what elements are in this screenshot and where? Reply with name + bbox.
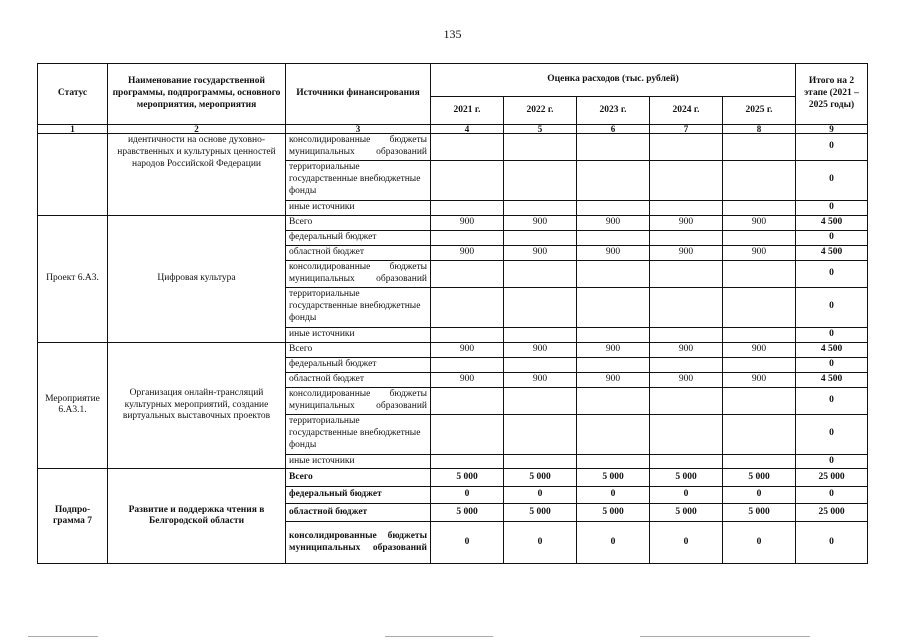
value-cell — [431, 387, 504, 414]
value-cell: 900 — [723, 342, 796, 357]
value-cell: 5 000 — [577, 469, 650, 487]
value-cell — [723, 327, 796, 342]
value-cell — [723, 287, 796, 327]
total-cell: 0 — [796, 522, 868, 564]
column-number: 9 — [796, 125, 868, 134]
value-cell: 5 000 — [577, 504, 650, 522]
value-cell — [650, 260, 723, 287]
value-cell — [577, 387, 650, 414]
source-cell: Всего — [286, 342, 431, 357]
table-body — [38, 134, 868, 564]
value-cell: 900 — [504, 342, 577, 357]
header-status: Статус — [38, 64, 108, 125]
value-cell: 900 — [504, 215, 577, 230]
name-cell: Развитие и поддержка чтения в Белгородской области — [108, 469, 286, 564]
header-year: 2024 г. — [650, 97, 723, 125]
total-cell: 0 — [796, 387, 868, 414]
source-cell: областной бюджет — [286, 504, 431, 522]
value-cell: 900 — [504, 372, 577, 387]
value-cell — [650, 134, 723, 161]
header-year: 2025 г. — [723, 97, 796, 125]
value-cell: 5 000 — [431, 504, 504, 522]
source-cell: федеральный бюджет — [286, 487, 431, 504]
total-cell: 4 500 — [796, 342, 868, 357]
total-cell: 0 — [796, 454, 868, 469]
source-cell: иные источники — [286, 327, 431, 342]
value-cell: 0 — [650, 522, 723, 564]
value-cell — [650, 387, 723, 414]
budget-table — [37, 63, 868, 564]
value-cell — [431, 414, 504, 454]
value-cell: 900 — [577, 372, 650, 387]
value-cell — [723, 200, 796, 215]
total-cell: 25 000 — [796, 469, 868, 487]
column-number: 5 — [504, 125, 577, 134]
column-number: 8 — [723, 125, 796, 134]
source-cell: федеральный бюджет — [286, 357, 431, 372]
value-cell — [577, 200, 650, 215]
value-cell — [723, 134, 796, 161]
value-cell: 900 — [577, 215, 650, 230]
total-cell: 0 — [796, 287, 868, 327]
value-cell — [504, 200, 577, 215]
footer-rule — [28, 636, 98, 637]
footer-rule — [385, 636, 493, 637]
name-cell: идентичности на основе духовно-нравственных и культурных ценностей народов Российской Федерации — [108, 134, 286, 216]
value-cell — [504, 414, 577, 454]
source-cell: Всего — [286, 215, 431, 230]
total-cell: 0 — [796, 134, 868, 161]
value-cell: 900 — [577, 342, 650, 357]
value-cell — [723, 160, 796, 200]
value-cell — [504, 260, 577, 287]
column-number: 1 — [38, 125, 108, 134]
value-cell: 0 — [723, 522, 796, 564]
value-cell — [431, 327, 504, 342]
value-cell — [431, 357, 504, 372]
total-cell: 0 — [796, 487, 868, 504]
value-cell — [431, 260, 504, 287]
value-cell — [431, 134, 504, 161]
source-cell: территориальные государственные внебюджетные фонды — [286, 414, 431, 454]
value-cell: 900 — [650, 342, 723, 357]
column-number: 2 — [108, 125, 286, 134]
source-cell: консолидированные бюджеты муниципальных образований — [286, 134, 431, 161]
source-cell: консолидированные бюджеты муниципальных образований — [286, 387, 431, 414]
value-cell — [650, 230, 723, 245]
header-year: 2021 г. — [431, 97, 504, 125]
source-cell: консолидированные бюджеты муниципальных образований — [286, 260, 431, 287]
total-cell: 4 500 — [796, 215, 868, 230]
value-cell — [504, 230, 577, 245]
column-number: 4 — [431, 125, 504, 134]
value-cell: 5 000 — [504, 504, 577, 522]
value-cell: 900 — [431, 372, 504, 387]
value-cell: 900 — [650, 372, 723, 387]
status-cell — [38, 134, 108, 216]
value-cell: 0 — [504, 522, 577, 564]
value-cell: 5 000 — [723, 469, 796, 487]
value-cell — [431, 454, 504, 469]
header-estimate: Оценка расходов (тыс. рублей) — [431, 64, 796, 97]
table-row — [38, 134, 868, 161]
value-cell: 900 — [431, 342, 504, 357]
value-cell — [431, 200, 504, 215]
value-cell — [504, 134, 577, 161]
value-cell: 900 — [431, 245, 504, 260]
header-name: Наименование государственной программы, подпрограммы, основного мероприятия, мероприятия — [108, 64, 286, 125]
total-cell: 4 500 — [796, 372, 868, 387]
total-cell: 0 — [796, 327, 868, 342]
source-cell: Всего — [286, 469, 431, 487]
column-number: 6 — [577, 125, 650, 134]
value-cell: 0 — [577, 487, 650, 504]
value-cell — [577, 160, 650, 200]
total-cell: 0 — [796, 260, 868, 287]
value-cell: 0 — [723, 487, 796, 504]
value-cell — [723, 414, 796, 454]
total-cell: 0 — [796, 357, 868, 372]
column-number: 3 — [286, 125, 431, 134]
name-cell: Организация онлайн-трансляций культурных мероприятий, создание виртуальных выставочных проектов — [108, 342, 286, 469]
source-cell: территориальные государственные внебюджетные фонды — [286, 287, 431, 327]
total-cell: 25 000 — [796, 504, 868, 522]
name-cell: Цифровая культура — [108, 215, 286, 342]
value-cell — [504, 327, 577, 342]
value-cell — [577, 414, 650, 454]
value-cell: 5 000 — [650, 504, 723, 522]
source-cell: областной бюджет — [286, 245, 431, 260]
value-cell — [650, 200, 723, 215]
total-cell: 0 — [796, 414, 868, 454]
total-cell: 0 — [796, 200, 868, 215]
value-cell: 900 — [577, 245, 650, 260]
value-cell: 900 — [650, 245, 723, 260]
value-cell — [504, 454, 577, 469]
value-cell — [723, 387, 796, 414]
value-cell: 5 000 — [650, 469, 723, 487]
source-cell: областной бюджет — [286, 372, 431, 387]
value-cell: 0 — [431, 522, 504, 564]
source-cell: иные источники — [286, 454, 431, 469]
source-cell: федеральный бюджет — [286, 230, 431, 245]
value-cell — [431, 230, 504, 245]
column-number: 7 — [650, 125, 723, 134]
status-cell: Проект 6.А3. — [38, 215, 108, 342]
header-total: Итого на 2 этапе (2021 – 2025 годы) — [796, 64, 868, 125]
value-cell — [723, 260, 796, 287]
footer-rule — [640, 636, 810, 637]
value-cell — [504, 357, 577, 372]
value-cell — [650, 454, 723, 469]
value-cell — [577, 287, 650, 327]
header-year: 2022 г. — [504, 97, 577, 125]
table-row — [38, 215, 868, 230]
value-cell — [723, 230, 796, 245]
value-cell: 900 — [723, 215, 796, 230]
value-cell — [723, 454, 796, 469]
value-cell: 5 000 — [504, 469, 577, 487]
value-cell: 900 — [723, 245, 796, 260]
value-cell — [577, 260, 650, 287]
value-cell — [577, 230, 650, 245]
value-cell — [650, 414, 723, 454]
value-cell — [650, 327, 723, 342]
value-cell: 5 000 — [723, 504, 796, 522]
value-cell — [577, 454, 650, 469]
value-cell — [504, 287, 577, 327]
value-cell: 900 — [431, 215, 504, 230]
table-row — [38, 469, 868, 487]
total-cell: 4 500 — [796, 245, 868, 260]
value-cell — [577, 134, 650, 161]
source-cell: территориальные государственные внебюджетные фонды — [286, 160, 431, 200]
value-cell — [504, 387, 577, 414]
value-cell — [577, 357, 650, 372]
value-cell: 0 — [650, 487, 723, 504]
value-cell: 0 — [431, 487, 504, 504]
table-row — [38, 342, 868, 357]
total-cell: 0 — [796, 230, 868, 245]
value-cell: 900 — [504, 245, 577, 260]
value-cell — [650, 357, 723, 372]
value-cell — [723, 357, 796, 372]
header-sources: Источники финансирования — [286, 64, 431, 125]
source-cell: иные источники — [286, 200, 431, 215]
value-cell: 900 — [723, 372, 796, 387]
page-number: 135 — [443, 27, 462, 41]
status-cell: Мероприятие 6.А3.1. — [38, 342, 108, 469]
header-year: 2023 г. — [577, 97, 650, 125]
value-cell — [431, 287, 504, 327]
source-cell: консолидированные бюджеты муниципальных образований — [286, 522, 431, 564]
value-cell: 0 — [577, 522, 650, 564]
value-cell: 900 — [650, 215, 723, 230]
value-cell — [650, 160, 723, 200]
value-cell — [577, 327, 650, 342]
value-cell — [504, 160, 577, 200]
status-cell: Подпро-грамма 7 — [38, 469, 108, 564]
total-cell: 0 — [796, 160, 868, 200]
value-cell — [650, 287, 723, 327]
value-cell: 5 000 — [431, 469, 504, 487]
value-cell — [431, 160, 504, 200]
value-cell: 0 — [504, 487, 577, 504]
